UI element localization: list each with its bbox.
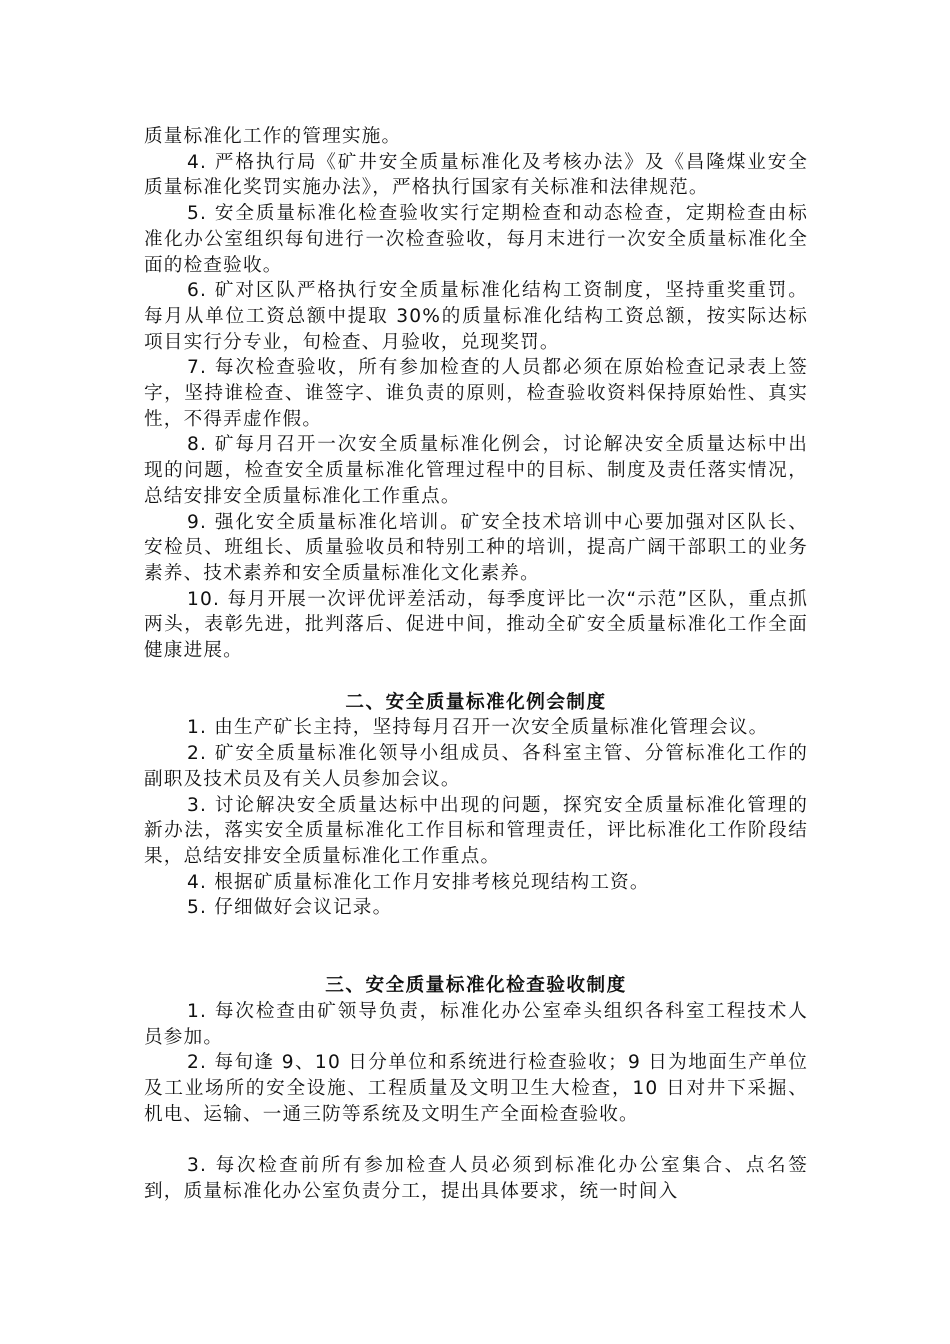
document-body: [144, 124, 808, 1205]
list-item: 4. 严格执行局《矿井安全质量标准化及考核办法》及《昌隆煤业安全质量标准化奖罚实施办法》，严格执行国家有关标准和法律规范。: [144, 151, 808, 199]
section-heading: 二、安全质量标准化例会制度: [345, 691, 607, 713]
list-item: 5. 安全质量标准化检查验收实行定期检查和动态检查，定期检查由标准化办公室组织每旬进行一次检查验收，每月末进行一次安全质量标准化全面的检查验收。: [144, 203, 808, 276]
section-heading: 三、安全质量标准化检查验收制度: [325, 975, 627, 997]
list-item: 5. 仔细做好会议记录。: [187, 897, 393, 919]
list-item: 8. 矿每月召开一次安全质量标准化例会，讨论解决安全质量达标中出现的问题，检查安全质量标准化管理过程中的目标、制度及责任落实情况，总结安排安全质量标准化工作重点。: [144, 434, 808, 507]
list-item: 1. 由生产矿长主持，坚持每月召开一次安全质量标准化管理会议。: [187, 717, 769, 739]
spacer: [144, 664, 808, 690]
list-item: 6. 矿对区队严格执行安全质量标准化结构工资制度，坚持重奖重罚。每月从单位工资总额中提取 30%的质量标准化结构工资总额，按实际达标项目实行分专业，旬检查、月验收，兑现奖罚。: [144, 280, 808, 353]
paragraph-continued: 质量标准化工作的管理实施。: [144, 126, 402, 147]
list-item: 7. 每次检查验收，所有参加检查的人员都必须在原始检查记录表上签字，坚持谁检查、谁签字、谁负责的原则，检查验收资料保持原始性、真实性，不得弄虚作假。: [144, 357, 808, 430]
list-item: 2. 每旬逢 9、10 日分单位和系统进行检查验收；9 日为地面生产单位及工业场所的安全设施、工程质量及文明卫生大检查，10 日对井下采掘、机电、运输、一通三防等系统及文明生产全面检查验收。: [144, 1052, 808, 1125]
list-item: 9. 强化安全质量标准化培训。矿安全技术培训中心要加强对区队长、安检员、班组长、质量验收员和特别工种的培训，提高广阔干部职工的业务素养、技术素养和安全质量标准化文化素养。: [144, 511, 808, 584]
list-item: 3. 每次检查前所有参加检查人员必须到标准化办公室集合、点名签到，质量标准化办公室负责分工，提出具体要求，统一时间入: [144, 1155, 808, 1203]
list-item: 2. 矿安全质量标准化领导小组成员、各科室主管、分管标准化工作的副职及技术员及有关人员参加会议。: [144, 743, 808, 790]
spacer: [144, 921, 808, 973]
spacer: [144, 1127, 808, 1153]
list-item: 3. 讨论解决安全质量达标中出现的问题，探究安全质量标准化管理的新办法，落实安全质量标准化工作目标和管理责任，评比标准化工作阶段结果，总结安排安全质量标准化工作重点。: [144, 794, 808, 867]
list-item: 1. 每次检查由矿领导负责，标准化办公室牵头组织各科室工程技术人员参加。: [144, 1000, 808, 1048]
list-item: 4. 根据矿质量标准化工作月安排考核兑现结构工资。: [187, 871, 650, 893]
list-item: 10. 每月开展一次评优评差活动，每季度评比一次“示范”区队，重点抓两头，表彰先进，批判落后、促进中间，推动全矿安全质量标准化工作全面健康进展。: [144, 588, 808, 662]
